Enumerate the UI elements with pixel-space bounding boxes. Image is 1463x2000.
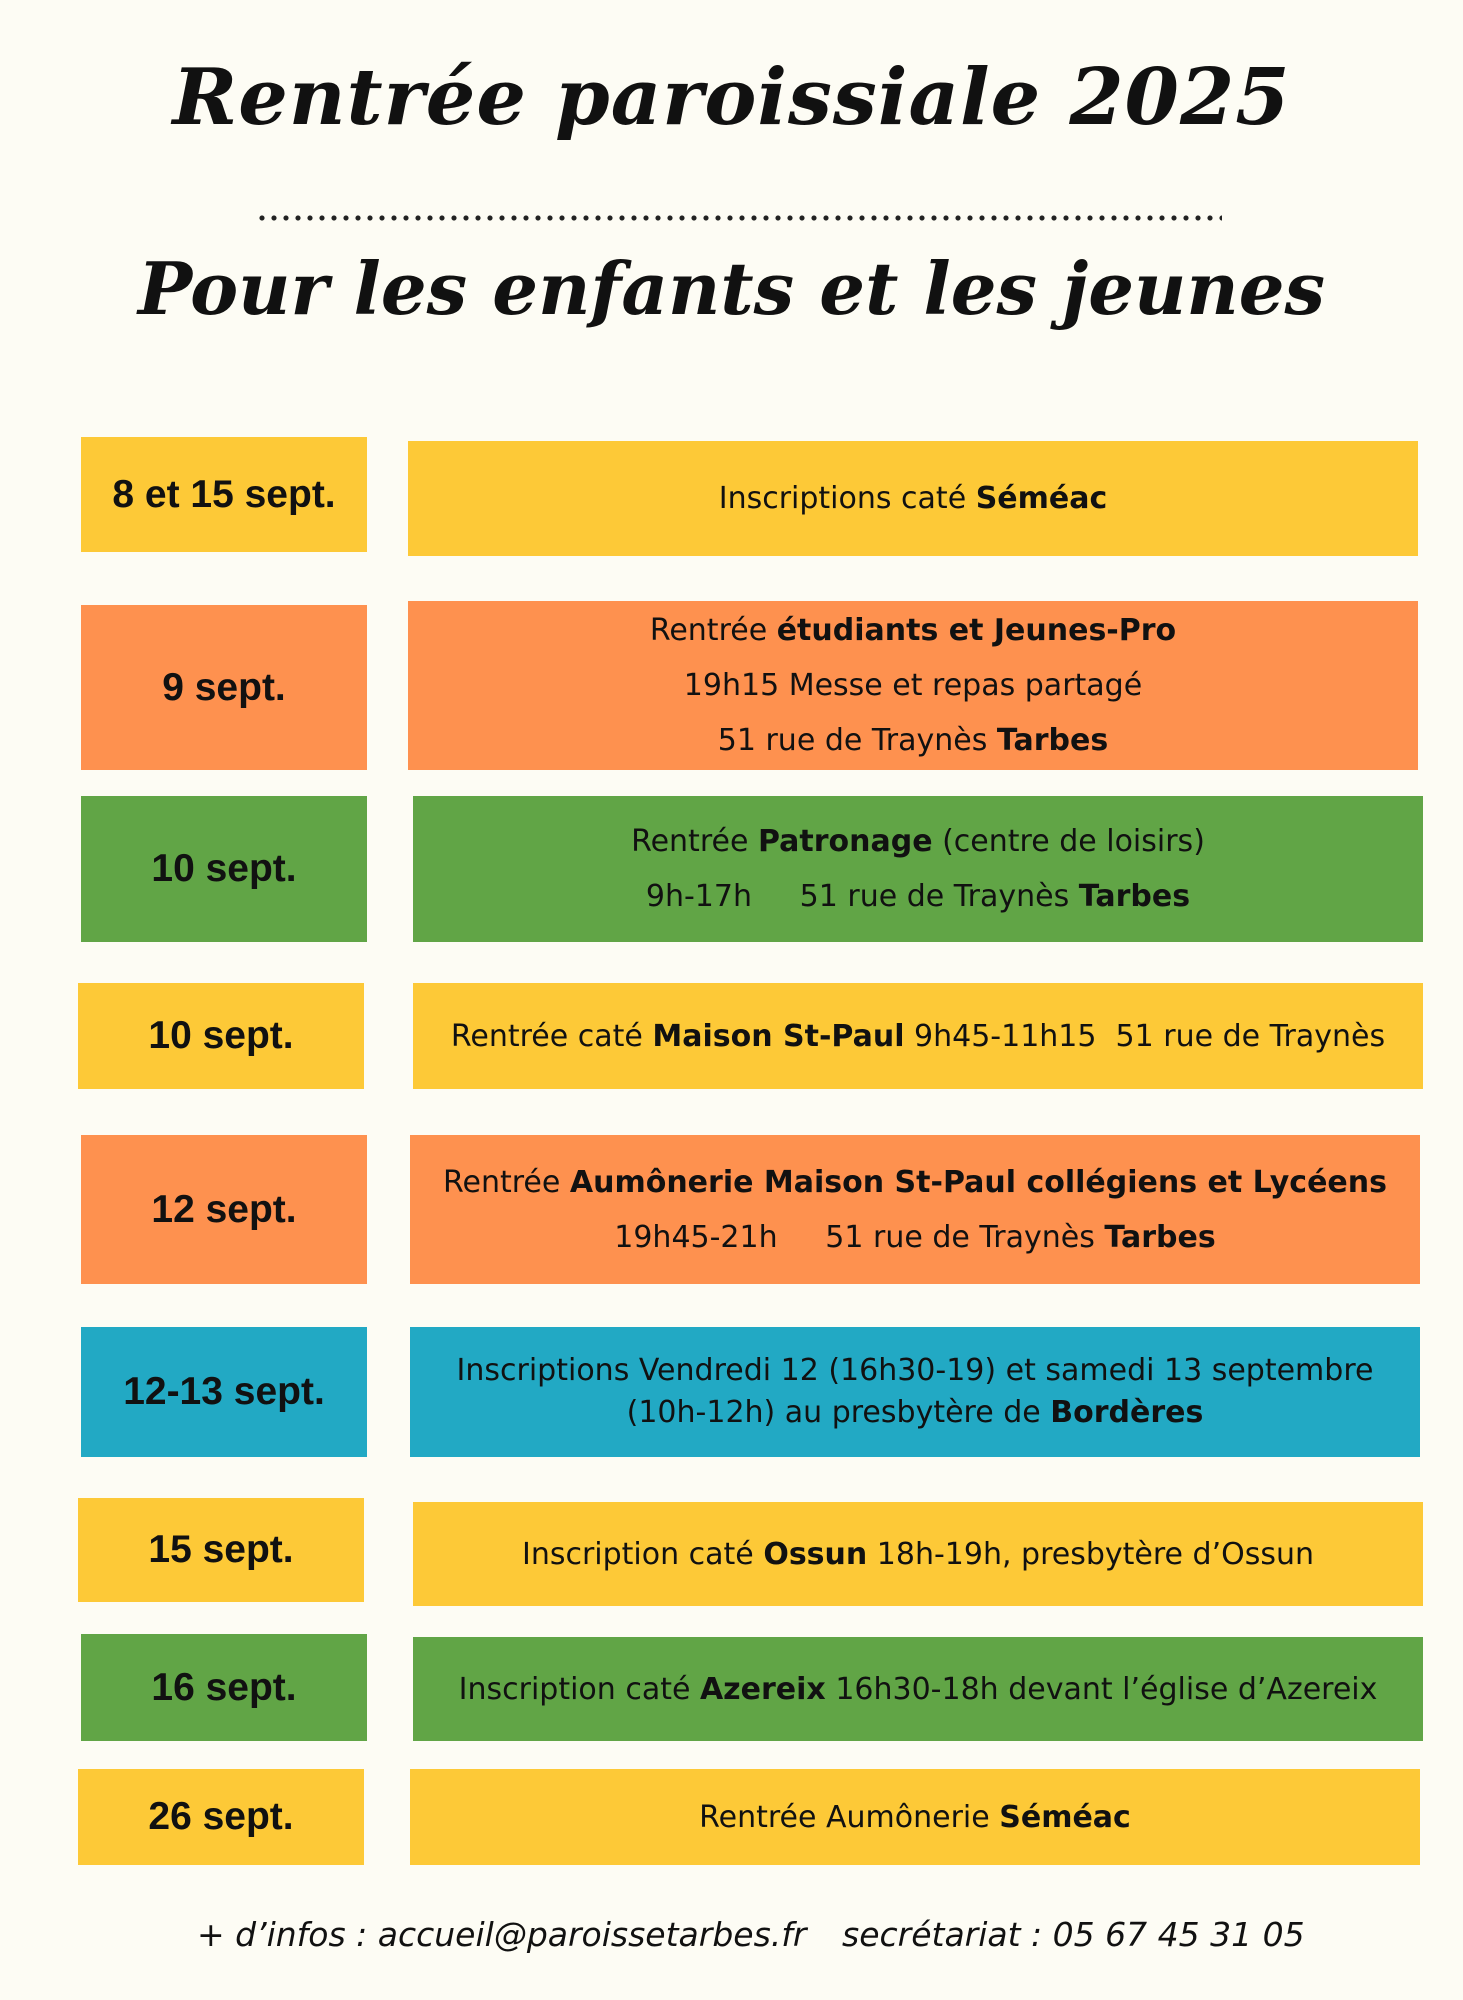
event-detail-line — [522, 1527, 1314, 1582]
page-subtitle: Pour les enfants et les jeunes — [137, 246, 1326, 331]
event-text: 9h45-11h15 51 rue de Traynès — [904, 1018, 1386, 1054]
event-text: Rentrée caté — [450, 1018, 653, 1054]
event-details — [413, 1637, 1423, 1741]
event-date: 15 sept. — [78, 1498, 364, 1602]
event-details — [413, 983, 1423, 1089]
dotted-divider — [256, 214, 1222, 222]
event-detail-line — [627, 1392, 1204, 1434]
event-highlight: Patronage — [757, 824, 933, 859]
event-text: Inscription caté — [458, 1671, 700, 1707]
event-date: 8 et 15 sept. — [81, 437, 367, 552]
event-highlight: Ossun — [763, 1536, 868, 1572]
event-details — [413, 796, 1423, 942]
event-detail-line — [650, 603, 1176, 658]
footer-email: + d’infos : accueil@paroissetarbes.fr — [197, 1915, 807, 1954]
event-detail-line — [684, 658, 1142, 713]
event-highlight: Azereix — [699, 1671, 826, 1707]
event-detail-line — [699, 1790, 1131, 1845]
event-highlight: Tarbes — [1104, 1219, 1216, 1255]
event-text: Rentrée — [631, 824, 758, 859]
event-detail-line — [457, 1350, 1374, 1392]
footer-phone: secrétariat : 05 67 45 31 05 — [842, 1915, 1305, 1954]
event-detail-line — [631, 814, 1205, 869]
event-highlight: Aumônerie Maison St-Paul collégiens et Lycéens — [569, 1164, 1387, 1200]
event-details — [410, 1327, 1420, 1457]
event-details — [410, 1135, 1420, 1284]
event-text: 18h-19h, presbytère d’Ossun — [867, 1536, 1315, 1572]
event-text: Inscriptions caté — [718, 481, 976, 516]
event-detail-line — [443, 1155, 1387, 1210]
event-details — [413, 1502, 1423, 1606]
event-detail-line — [719, 471, 1108, 526]
event-detail-line — [718, 713, 1108, 768]
event-highlight: Bordères — [1050, 1395, 1204, 1430]
event-text: (10h-12h) au presbytère de — [626, 1395, 1051, 1430]
event-highlight: étudiants et Jeunes-Pro — [776, 613, 1177, 648]
event-text: 51 rue de Traynès — [717, 723, 997, 758]
event-date: 12-13 sept. — [81, 1327, 367, 1457]
event-date: 10 sept. — [81, 796, 367, 942]
event-date: 9 sept. — [81, 605, 367, 770]
event-highlight: Tarbes — [996, 723, 1109, 758]
event-date: 10 sept. — [78, 983, 364, 1089]
event-text: Inscription caté — [521, 1536, 764, 1572]
event-details — [410, 1769, 1420, 1865]
event-text: 19h45-21h 51 rue de Traynès — [614, 1219, 1105, 1255]
event-detail-line — [646, 869, 1190, 924]
event-date: 26 sept. — [78, 1769, 364, 1865]
event-text: 9h-17h 51 rue de Traynès — [645, 879, 1079, 914]
event-details — [408, 601, 1418, 770]
event-date: 16 sept. — [81, 1634, 367, 1741]
event-date: 12 sept. — [81, 1135, 367, 1284]
event-text: Inscriptions Vendredi 12 (16h30-19) et samedi 13 septembre — [456, 1353, 1374, 1388]
event-text: (centre de loisirs) — [932, 824, 1205, 859]
event-text: Rentrée Aumônerie — [699, 1799, 1000, 1835]
event-detail-line — [451, 1009, 1385, 1064]
page-title: Rentrée paroissiale 2025 — [172, 52, 1291, 143]
event-detail-line — [614, 1210, 1216, 1265]
event-highlight: Séméac — [999, 1799, 1131, 1835]
event-detail-line — [459, 1662, 1378, 1717]
event-details — [408, 441, 1418, 556]
event-text: 19h15 Messe et repas partagé — [683, 668, 1143, 703]
event-text: Rentrée — [443, 1164, 570, 1200]
event-highlight: Maison St-Paul — [652, 1018, 905, 1054]
event-text: 16h30-18h devant l’église d’Azereix — [825, 1671, 1378, 1707]
event-highlight: Séméac — [975, 481, 1108, 516]
event-highlight: Tarbes — [1078, 879, 1191, 914]
event-text: Rentrée — [649, 613, 777, 648]
